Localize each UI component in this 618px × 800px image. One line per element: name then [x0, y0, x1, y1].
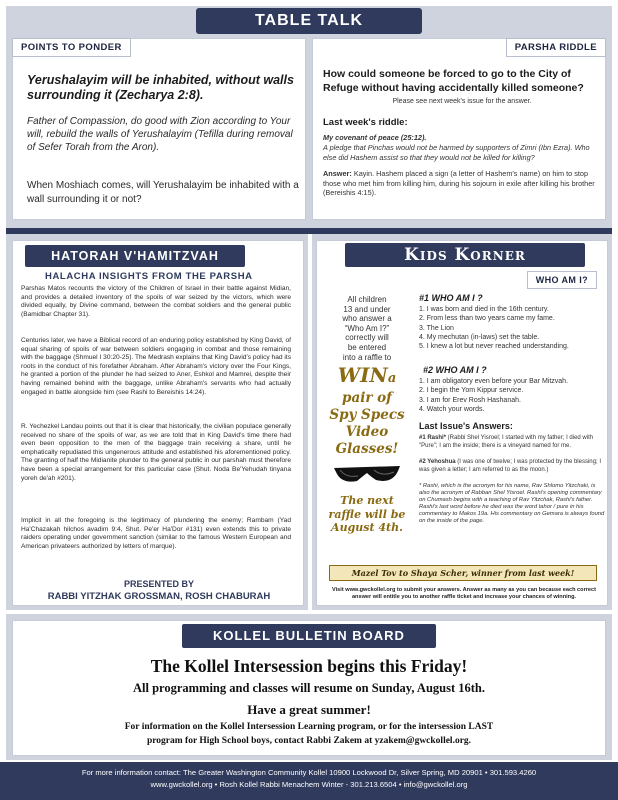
table-talk-banner: TABLE TALK	[196, 8, 422, 34]
list-item: 2. From less than two years came my fame.	[419, 315, 555, 323]
halacha-subtitle: HALACHA INSIGHTS FROM THE PARSHA	[45, 271, 253, 282]
last-week-verse: My covenant of peace (25:12).	[323, 133, 427, 142]
riddle-answer	[323, 169, 601, 198]
parsha-riddle-panel	[312, 38, 606, 220]
footer-links: www.gwckollel.org • Rosh Kollel Rabbi Menachem Winter - 301.213.6504 • info@gwckollel.org	[150, 780, 468, 789]
prize-line: Spy Specs	[329, 407, 405, 424]
riddle-question: How could someone be forced to go to the City of Refuge without having accidentally killed someone?	[323, 68, 584, 94]
q2-list	[419, 377, 605, 414]
prize-line: Video	[345, 424, 389, 441]
halacha-paragraph-4: Implicit in all the foregoing is the legitimacy of plundering the enemy; Rambam (Yad Ha'Chazakah hilchos avadim 9:4, Shut. Pe'er Ha'Dor #131) even extends this to private raiders operating under government sanction (similar to the famous Western European and American privateers authorized by letters of marque).	[21, 517, 291, 550]
raffle-line: 13 and under	[343, 304, 391, 314]
kids-korner-banner: Kids Korner	[345, 243, 585, 267]
answer-label: Answer:	[323, 169, 352, 178]
sunglasses-icon	[332, 462, 402, 488]
bulletin-resume: All programming and classes will resume on Sunday, August 16th.	[132, 681, 486, 695]
rashi-note: * Rashi, which is the acronym for his name, Rav Shlomo Yitzchaki, is also the acronym of Rabban Shel Yisroel. Rashi's opening commentary on Chumash begins with a teaching of Rav Yitzchak, Rashi's father. Rashi's last word before he died was the word tahor / pure in his commentary to Makos 19a. His commentary on Gemara is always found on the inside of the page.	[419, 483, 605, 524]
mazel-tov-box: Mazel Tov to Shaya Scher, winner from last week!	[329, 565, 597, 581]
points-to-ponder-panel	[12, 38, 306, 220]
answer-1-text: (Rabbi Shel Yisroel; I started with my father; I died with "Pure"; I am the inside; there is a vineyard named for me.	[419, 435, 594, 449]
points-to-ponder-label: POINTS TO PONDER	[12, 38, 131, 57]
last-answers-title: Last Issue's Answers:	[419, 421, 513, 431]
ponder-question: Yerushalayim will be inhabited, without walls surrounding it (Zecharya 2:8).	[27, 73, 294, 102]
riddle-note: Please see next week's issue for the answer.	[392, 98, 532, 105]
list-item: 1. I am obligatory even before your Bar Mitzvah.	[419, 378, 569, 385]
win-suffix: a	[387, 371, 397, 387]
bulletin-headline: The Kollel Intersession begins this Friday!	[150, 656, 468, 676]
footer-contact: For more information contact: The Greater Washington Community Kollel 10900 Lockwood Dr, Silver Spring, MD 20901 • 301.593.4260	[81, 768, 537, 777]
ponder-prayer: Father of Compassion, do good with Zion according to Your will, rebuild the walls of Yerushalayim (Tefilla during removal of Sefer Torah from the Aron).	[27, 116, 293, 153]
list-item: 3. The Lion	[419, 324, 454, 332]
prize-text	[323, 390, 411, 458]
raffle-line: be entered	[347, 342, 387, 352]
list-item: 4. My mechutan (in-laws) set the table.	[419, 333, 540, 341]
bulletin-banner: KOLLEL BULLETIN BOARD	[182, 624, 436, 648]
answer-2	[419, 459, 605, 474]
halacha-paragraph-2: Centuries later, we have a Biblical record of an enduring policy established by King David, of equal sharing of spoils of war between soldiers engaging in combat and those remaining with the baggage (Shmuel I 30:20-25). The Medrash explains that King David's policy had its roots in the conduct of his forefather Abraham. After Abraham's victory over the Four Kings, he granted a portion of the plunder he had seized to Aner, Eshkol and Mamrei, despite their having remained behind with the baggage, unlike Abraham's servants who had actually engaged in battle alongside him (see Rashi to Bereishis 14:24).	[21, 337, 291, 396]
q2-title: #2 WHO AM I ?	[423, 365, 487, 375]
submit-instructions: Visit www.gwckollel.org to submit your answers. Answer as many as you can because each correct answer will entitle you to another raffle ticket and increase your chances of winning.	[331, 587, 597, 600]
q1-list	[419, 305, 605, 351]
raffle-line: into a raffle to	[342, 352, 392, 362]
ponder-moshiach-question: When Moshiach comes, will Yerushalayim be inhabited with a wall surrounding it or not?	[27, 180, 299, 205]
win-text	[323, 364, 411, 390]
list-item: 3. I am for Erev Rosh Hashanah.	[419, 396, 521, 404]
next-raffle	[323, 494, 411, 535]
halacha-paragraph-1: Parshas Matos recounts the victory of the Children of Israel in their battle against Midian, and provides a detailed inventory of the spoils of war seized by the victors, which were divided equally, by Divine command, between the combat soldiers and the general public (Bamidbar Chapter 31).	[21, 285, 291, 318]
last-week-text: A pledge that Pinchas would not be harmed by supporters of Zimri (Ibn Ezra). Who else did Hashem assist so that they would not be killed for killing?	[323, 143, 590, 162]
author-name: RABBI YITZHAK GROSSMAN, ROSH CHABURAH	[47, 591, 271, 602]
prize-line: pair of	[342, 390, 392, 407]
bulletin-info-1: For information on the Kollel Intersession Learning program, or for the intersession LAST	[124, 722, 494, 732]
hatorah-panel	[12, 240, 304, 606]
answer-1-label: #1 Rashi*	[419, 435, 447, 441]
kids-korner-panel	[316, 240, 608, 606]
parsha-riddle-label: PARSHA RIDDLE	[506, 38, 606, 57]
bulletin-summer: Have a great summer!	[247, 702, 371, 717]
list-item: 5. I knew a lot but never reached understanding.	[419, 343, 569, 351]
q1-title: #1 WHO AM I ?	[419, 293, 483, 303]
halacha-paragraph-3: R. Yechezkel Landau points out that it is clear that historically, the civilian populace generally received no share of the spoils of war, as we are told that in King David's time there had even been opposition to the men of the baggage train receiving a share, until he emphatically repudiated this ungenerous attitude and established his aforementioned policy. The granting of half the Midianite plunder to the general public in our parshah must therefore have been a special arrangement for this particular case (Shut. Noda Be'Yehudah tinyana yoreh de'ah #201).	[21, 423, 291, 482]
next-raffle-line: August 4th.	[331, 521, 403, 535]
presented-by: PRESENTED BY	[123, 579, 194, 589]
answer-text: Kayin. Hashem placed a sign (a letter of Hashem's name) on him to stop those who met him from killing him, during his sojourn in exile after killing his brother (Bereishis 4:15).	[323, 169, 595, 197]
who-am-i-label: WHO AM I?	[527, 271, 597, 289]
answer-2-label: #2 Yehoshua	[419, 459, 456, 465]
raffle-line: “Who Am I?”	[344, 323, 390, 333]
raffle-line: All children	[347, 295, 387, 304]
win-word: WIN	[337, 363, 388, 388]
bulletin-info-2: program for High School boys, contact Rabbi Zakem at yzakem@gwckollel.org.	[146, 736, 472, 746]
list-item: 1. I was born and died in the 16th century.	[419, 306, 549, 313]
raffle-line: correctly will	[345, 333, 389, 343]
next-raffle-line: The next	[340, 494, 394, 508]
raffle-column	[323, 295, 411, 535]
answer-1	[419, 435, 605, 450]
hatorah-banner: HATORAH V'HAMITZVAH	[25, 245, 245, 267]
raffle-intro	[323, 295, 411, 362]
list-item: 4. Watch your words.	[419, 405, 485, 413]
last-week-title: Last week's riddle:	[323, 117, 408, 128]
next-raffle-line: raffle will be	[328, 507, 406, 521]
prize-line: Glasses!	[335, 441, 399, 458]
list-item: 2. I begin the Yom Kippur service.	[419, 387, 524, 395]
answer-2-text: (I was one of twelve; I was protected by the blessing; I was given a letter; I am referred to as the moon.)	[419, 459, 601, 473]
raffle-line: who answer a	[342, 314, 392, 324]
